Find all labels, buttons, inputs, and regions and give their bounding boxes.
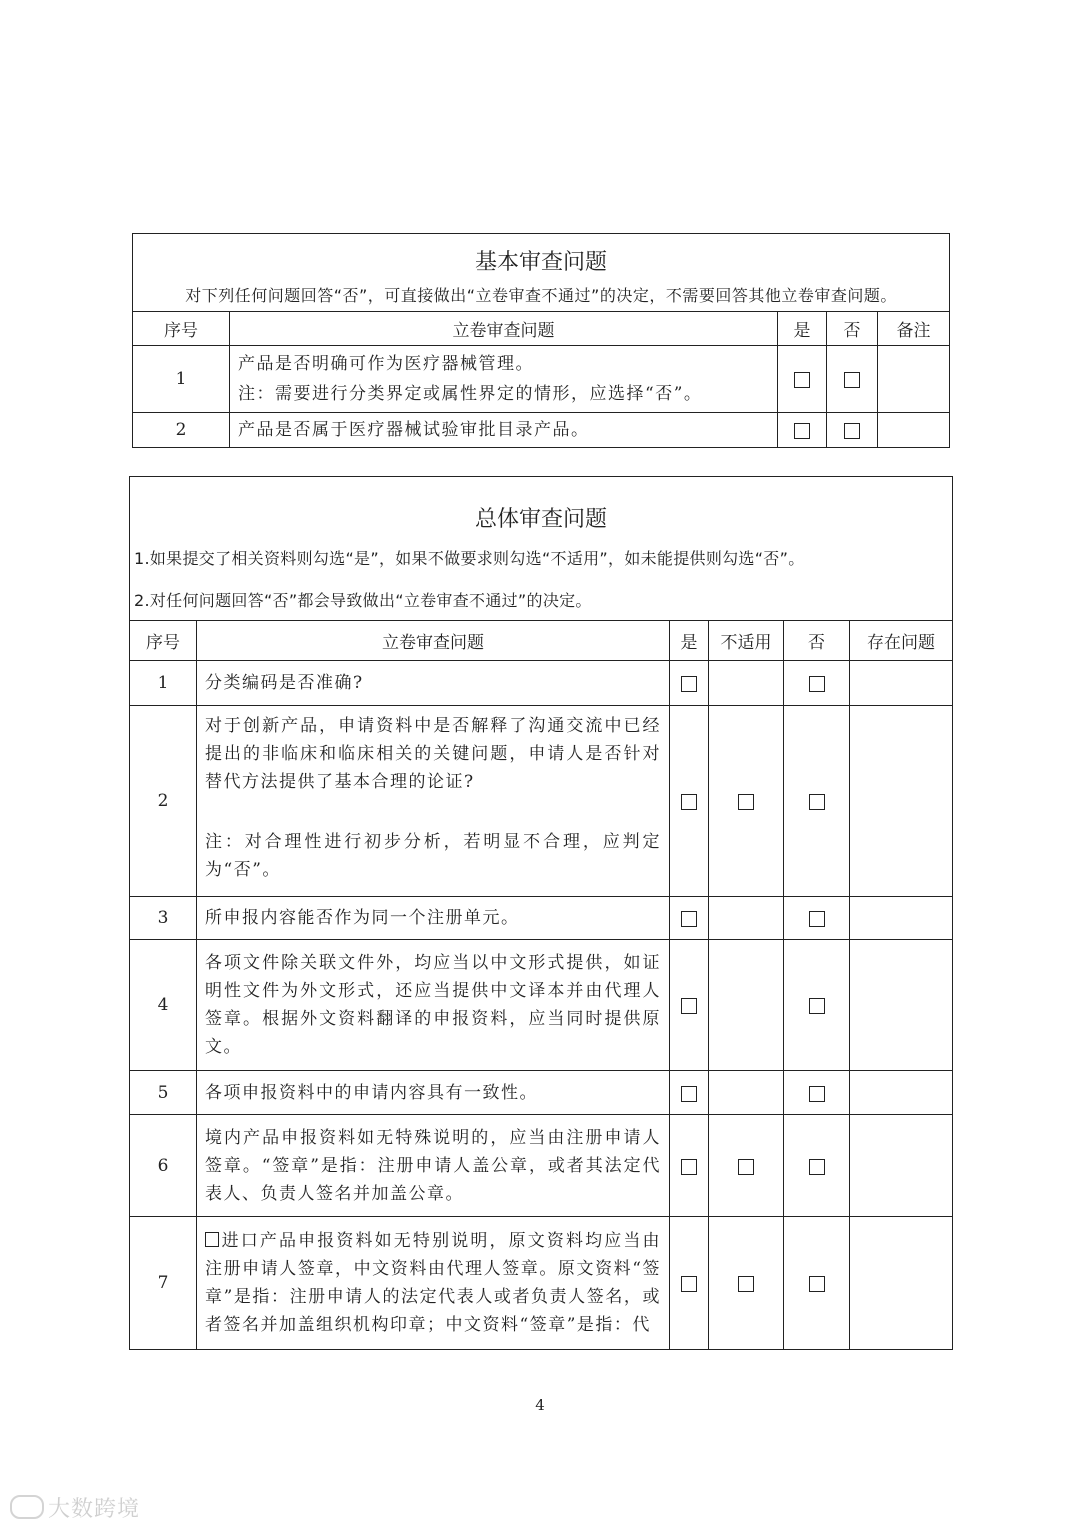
row-seq: 7 (130, 1217, 197, 1350)
no-checkbox[interactable] (809, 676, 825, 692)
na-checkbox[interactable] (738, 794, 754, 810)
header-yes: 是 (670, 621, 709, 661)
row-question: 境内产品申报资料如无特殊说明的，应当由注册申请人签章。“签章”是指：注册申请人盖公章，或者其法定代表人、负责人签名并加盖公章。 (197, 1115, 670, 1217)
row-question: 产品是否属于医疗器械试验审批目录产品。 (230, 413, 778, 448)
issue-cell[interactable] (850, 1217, 953, 1350)
header-no: 否 (784, 621, 850, 661)
question-note: 注：需要进行分类界定或属性界定的情形，应选择“否”。 (238, 384, 703, 404)
row-seq: 4 (130, 940, 197, 1071)
na-checkbox[interactable] (738, 1276, 754, 1292)
yes-checkbox[interactable] (681, 1159, 697, 1175)
row-question (197, 1217, 670, 1350)
table-row (130, 940, 953, 1071)
issue-cell[interactable] (850, 706, 953, 897)
na-cell (709, 1071, 784, 1115)
yes-checkbox[interactable] (681, 794, 697, 810)
table-row (130, 1217, 953, 1350)
header-na: 不适用 (709, 621, 784, 661)
row-seq: 6 (130, 1115, 197, 1217)
header-seq: 序号 (130, 621, 197, 661)
overall-instruction-2: 2.对任何问题回答“否”都会导致做出“立卷审查不通过”的决定。 (130, 579, 953, 621)
table-row (130, 706, 953, 897)
header-seq: 序号 (133, 312, 230, 346)
overall-review-table (129, 476, 953, 1350)
basic-review-table (132, 233, 950, 448)
header-question: 立卷审查问题 (197, 621, 670, 661)
question-text: 产品是否明确可作为医疗器械管理。 (238, 354, 534, 374)
question-text: 对于创新产品，申请资料中是否解释了沟通交流中已经提出的非临床和临床相关的关键问题，申请人是否针对替代方法提供了基本合理的论证? (205, 716, 661, 792)
header-yes: 是 (778, 312, 827, 346)
issue-cell[interactable] (850, 1071, 953, 1115)
overall-instruction-1: 1.如果提交了相关资料则勾选“是”，如果不做要求则勾选“不适用”，如未能提供则勾选“否”。 (130, 537, 953, 579)
table-row (133, 346, 950, 413)
basic-table-title: 基本审查问题 (133, 234, 950, 278)
na-cell (709, 661, 784, 706)
table-row (130, 1115, 953, 1217)
yes-checkbox[interactable] (794, 372, 810, 388)
issue-cell[interactable] (850, 1115, 953, 1217)
yes-checkbox[interactable] (681, 911, 697, 927)
row-question: 各项文件除关联文件外，均应当以中文形式提供，如证明性文件为外文形式，还应当提供中文译本并由代理人签章。根据外文资料翻译的申报资料，应当同时提供原文。 (197, 940, 670, 1071)
yes-checkbox[interactable] (681, 1276, 697, 1292)
row-question: 各项申报资料中的申请内容具有一致性。 (197, 1071, 670, 1115)
no-checkbox[interactable] (809, 1276, 825, 1292)
question-note: 注：对合理性进行初步分析，若明显不合理，应判定为“否”。 (205, 832, 661, 880)
issue-cell[interactable] (850, 897, 953, 940)
na-checkbox[interactable] (738, 1159, 754, 1175)
remark-cell[interactable] (878, 413, 950, 448)
header-remark: 备注 (878, 312, 950, 346)
table-row (133, 413, 950, 448)
table-row (130, 897, 953, 940)
na-cell (709, 897, 784, 940)
header-question: 立卷审查问题 (230, 312, 778, 346)
no-checkbox[interactable] (809, 794, 825, 810)
watermark (10, 1492, 140, 1523)
issue-cell[interactable] (850, 661, 953, 706)
issue-cell[interactable] (850, 940, 953, 1071)
row-seq: 1 (130, 661, 197, 706)
yes-checkbox[interactable] (681, 676, 697, 692)
watermark-logo-icon (10, 1495, 44, 1519)
question-text: 进口产品申报资料如无特别说明，原文资料均应当由注册申请人签章，中文资料由代理人签章。原文资料“签章”是指：注册申请人的法定代表人或者负责人签名，或者签名并加盖组织机构印章；中文资料“签章”是指：代 (205, 1231, 661, 1335)
row-seq: 1 (133, 346, 230, 413)
header-issue: 存在问题 (850, 621, 953, 661)
yes-checkbox[interactable] (681, 998, 697, 1014)
no-checkbox[interactable] (809, 1086, 825, 1102)
table-row (130, 661, 953, 706)
no-checkbox[interactable] (809, 1159, 825, 1175)
row-question (197, 706, 670, 897)
row-seq: 2 (133, 413, 230, 448)
no-checkbox[interactable] (844, 372, 860, 388)
na-cell (709, 940, 784, 1071)
row-seq: 3 (130, 897, 197, 940)
remark-cell[interactable] (878, 346, 950, 413)
row-question (230, 346, 778, 413)
inline-checkbox[interactable] (205, 1232, 219, 1247)
watermark-text: 大数跨境 (48, 1497, 141, 1522)
row-question: 所申报内容能否作为同一个注册单元。 (197, 897, 670, 940)
no-checkbox[interactable] (809, 911, 825, 927)
basic-table-instruction: 对下列任何问题回答“否”，可直接做出“立卷审查不通过”的决定，不需要回答其他立卷审查问题。 (133, 278, 950, 312)
overall-table-title: 总体审查问题 (130, 477, 953, 537)
yes-checkbox[interactable] (794, 423, 810, 439)
table-row (130, 1071, 953, 1115)
row-seq: 2 (130, 706, 197, 897)
header-no: 否 (827, 312, 878, 346)
no-checkbox[interactable] (844, 423, 860, 439)
row-seq: 5 (130, 1071, 197, 1115)
row-question: 分类编码是否准确? (197, 661, 670, 706)
no-checkbox[interactable] (809, 998, 825, 1014)
page-number: 4 (535, 1396, 545, 1414)
yes-checkbox[interactable] (681, 1086, 697, 1102)
